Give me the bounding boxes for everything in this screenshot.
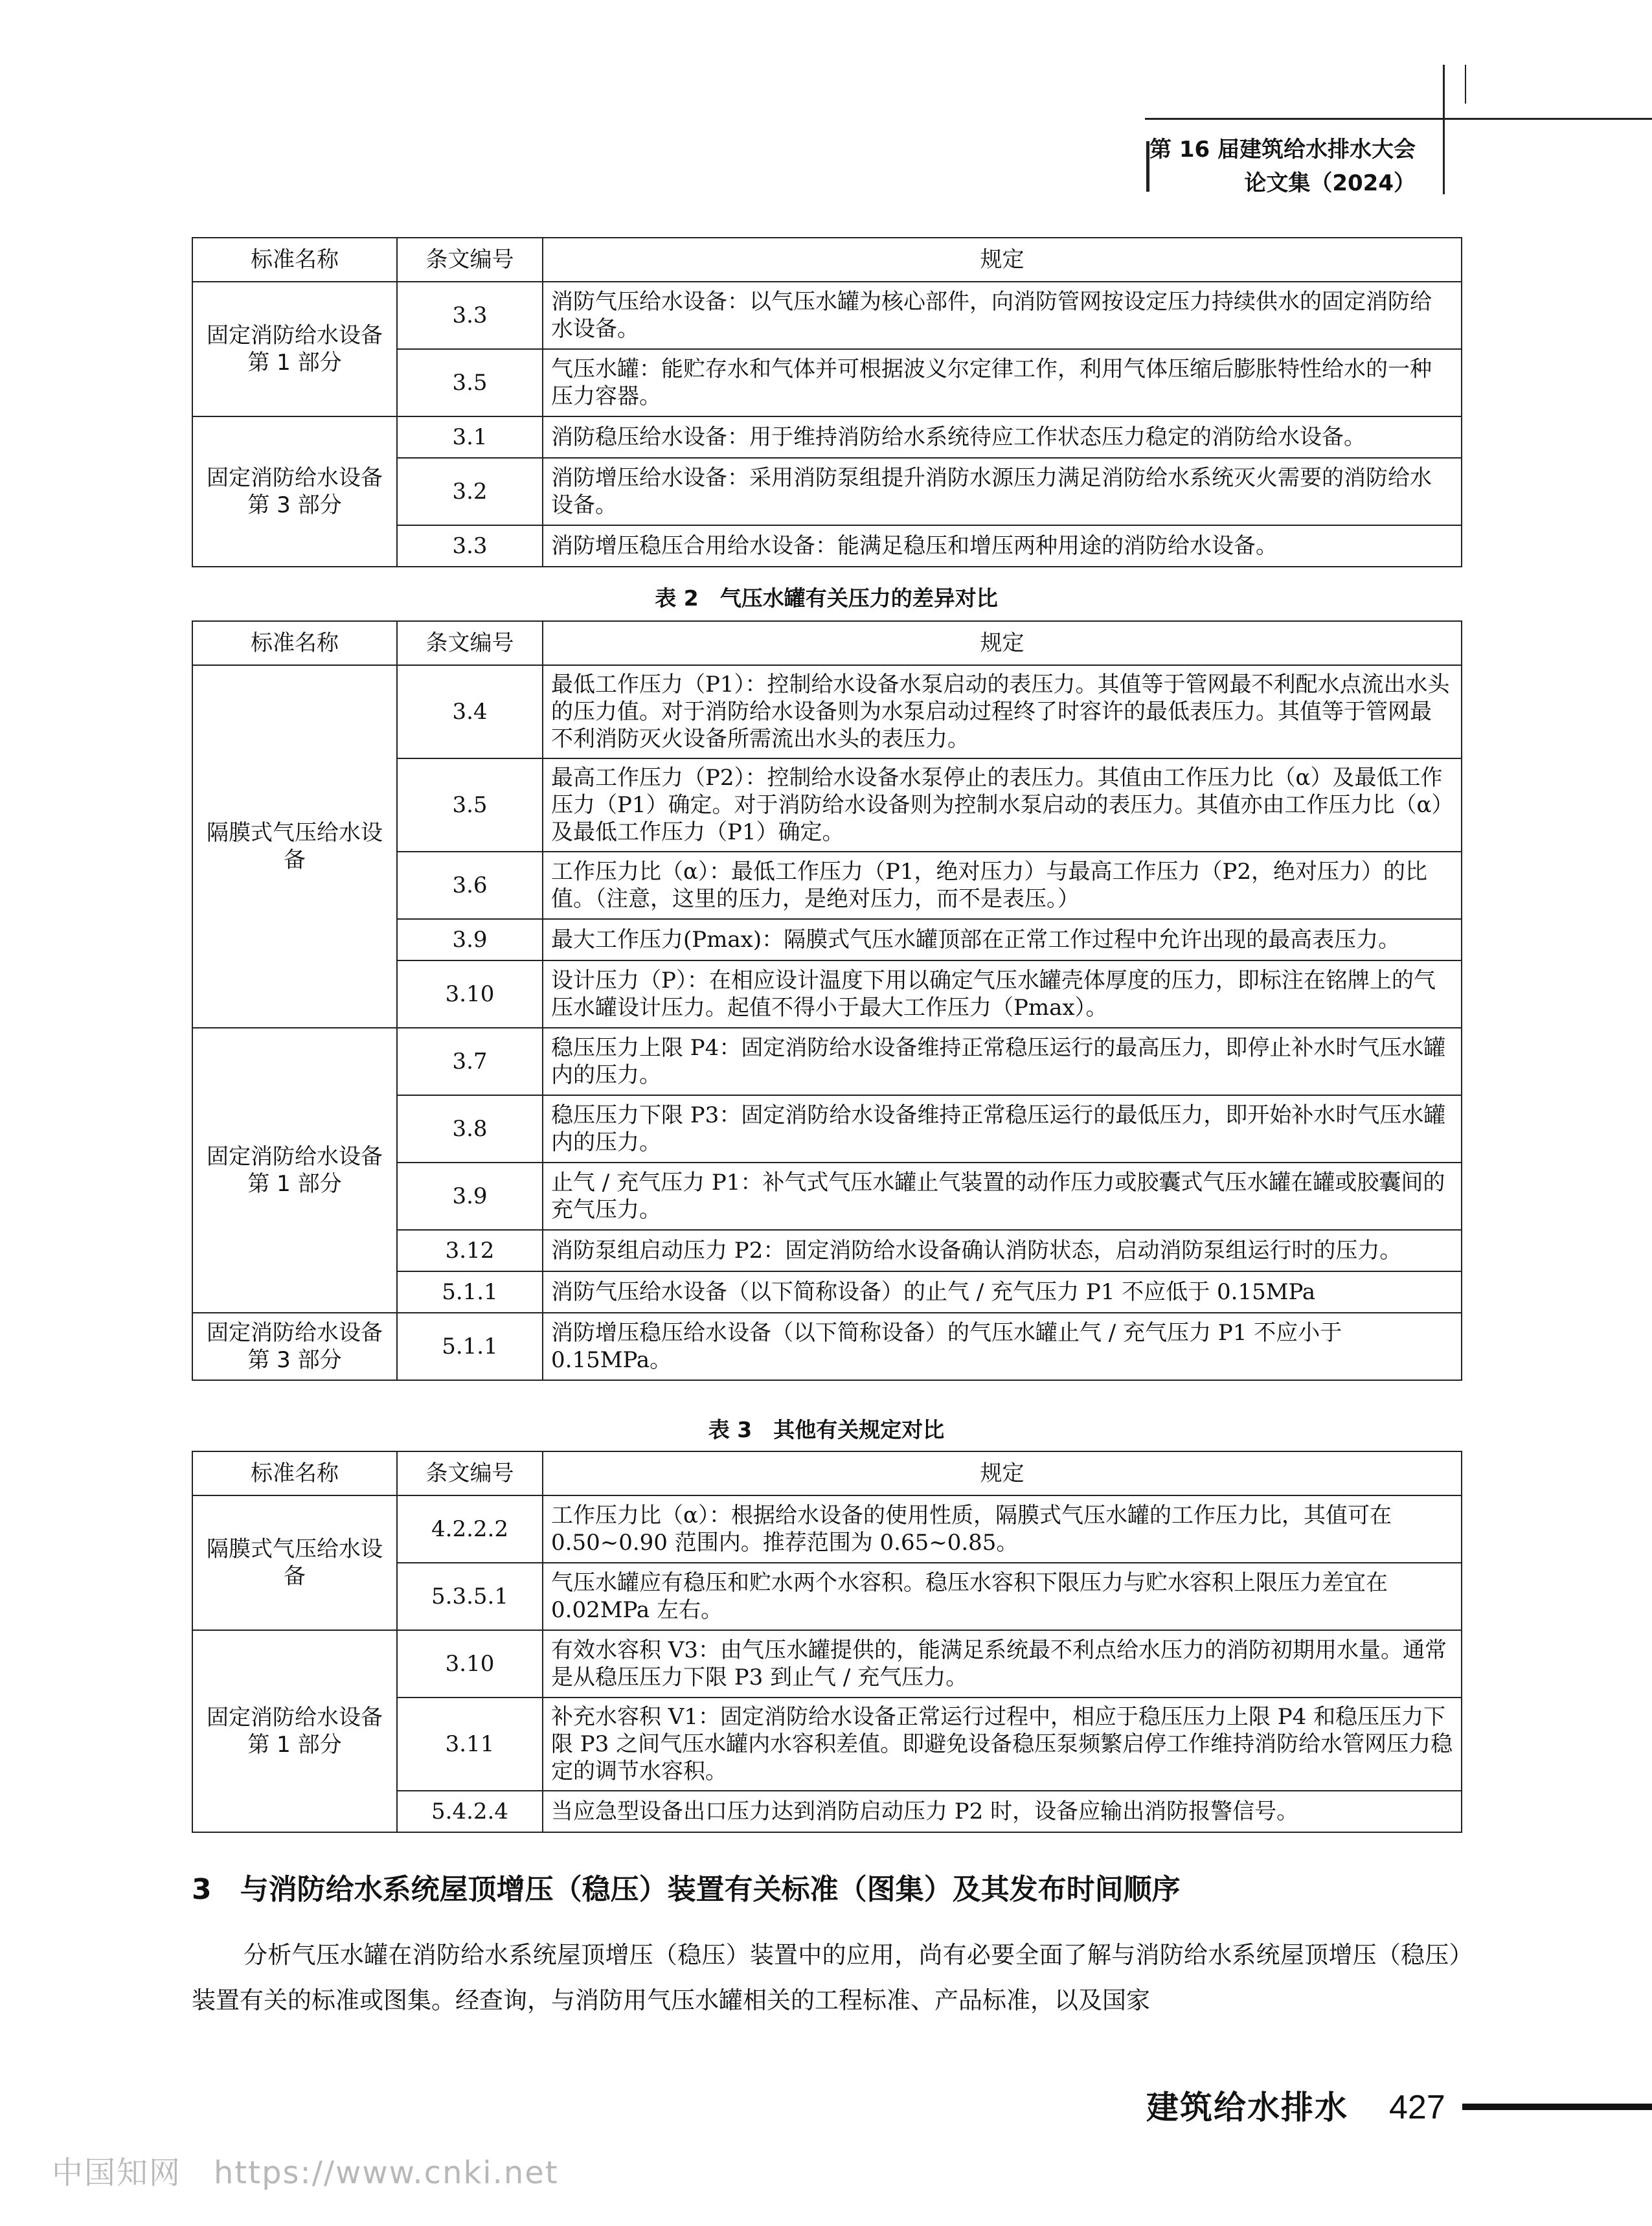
- col-header-rule: 规定: [543, 238, 1462, 282]
- table-3: [192, 1451, 1462, 1833]
- proceedings-title: 论文集（2024）: [1244, 170, 1416, 196]
- clause-cell: 5.3.5.1: [397, 1563, 543, 1630]
- rule-cell: 工作压力比（α）：根据给水设备的使用性质，隔膜式气压水罐的工作压力比，其值可在 0.50~0.90 范围内。推荐范围为 0.65~0.85。: [543, 1495, 1462, 1563]
- table-3-caption: 表 3 其他有关规定对比: [708, 1417, 945, 1442]
- cnki-watermark: 中国知网 https://www.cnki.net: [52, 2155, 559, 2191]
- standard-name-cell: 隔膜式气压给水设备: [192, 665, 397, 1028]
- clause-cell: 3.11: [397, 1698, 543, 1791]
- header-vertical-rule: [1443, 65, 1445, 194]
- rule-cell: 消防泵组启动压力 P2：固定消防给水设备确认消防状态，启动消防泵组运行时的压力。: [543, 1230, 1462, 1271]
- clause-cell: 5.1.1: [397, 1313, 543, 1380]
- table-header-row: [192, 1451, 1462, 1495]
- rule-cell: 补充水容积 V1：固定消防给水设备正常运行过程中，相应于稳压压力上限 P4 和稳压压力下限 P3 之间气压水罐内水容积差值。即避免设备稳压泵频繁启停工作维持消防给水管网压力稳定的调节水容积。: [543, 1698, 1462, 1791]
- rule-cell: 工作压力比（α）：最低工作压力（P1，绝对压力）与最高工作压力（P2，绝对压力）的比值。（注意，这里的压力，是绝对压力，而不是表压。）: [543, 852, 1462, 919]
- clause-cell: 3.12: [397, 1230, 543, 1271]
- rule-cell: 消防气压给水设备（以下简称设备）的止气 / 充气压力 P1 不应低于 0.15MPa: [543, 1271, 1462, 1313]
- clause-cell: 3.2: [397, 458, 543, 525]
- table-row: [192, 416, 1462, 458]
- table-header-row: [192, 621, 1462, 665]
- rule-cell: 气压水罐应有稳压和贮水两个水容积。稳压水容积下限压力与贮水容积上限压力差宜在 0.02MPa 左右。: [543, 1563, 1462, 1630]
- header-vertical-rule-thin: [1465, 65, 1466, 104]
- clause-cell: 3.5: [397, 349, 543, 416]
- section-heading: 3 与消防给水系统屋顶增压（稳压）装置有关标准（图集）及其发布时间顺序: [192, 1873, 1181, 1906]
- rule-cell: 稳压压力下限 P3：固定消防给水设备维持正常稳压运行的最低压力，即开始补水时气压水罐内的压力。: [543, 1095, 1462, 1163]
- table-header-row: [192, 238, 1462, 282]
- clause-cell: 5.1.1: [397, 1271, 543, 1313]
- rule-cell: 消防增压给水设备：采用消防泵组提升消防水源压力满足消防给水系统灭火需要的消防给水设备。: [543, 458, 1462, 525]
- standard-name-cell: 固定消防给水设备 第 3 部分: [192, 416, 397, 567]
- clause-cell: 3.10: [397, 960, 543, 1028]
- rule-cell: 稳压压力上限 P4：固定消防给水设备维持正常稳压运行的最高压力，即停止补水时气压水罐内的压力。: [543, 1028, 1462, 1095]
- clause-cell: 3.9: [397, 1163, 543, 1230]
- table-row: [192, 1630, 1462, 1698]
- col-header-clause: 条文编号: [397, 621, 543, 665]
- rule-cell: 设计压力（P）：在相应设计温度下用以确定气压水罐壳体厚度的压力，即标注在铭牌上的气压水罐设计压力。起值不得小于最大工作压力（Pmax）。: [543, 960, 1462, 1028]
- standard-name-cell: 隔膜式气压给水设备: [192, 1495, 397, 1630]
- rule-cell: 消防增压稳压合用给水设备：能满足稳压和增压两种用途的消防给水设备。: [543, 525, 1462, 567]
- col-header-rule: 规定: [543, 621, 1462, 665]
- table-row: [192, 665, 1462, 758]
- clause-cell: 3.3: [397, 525, 543, 567]
- standard-name-cell: 固定消防给水设备 第 1 部分: [192, 282, 397, 416]
- footer-rule: [1462, 2104, 1652, 2110]
- rule-cell: 最高工作压力（P2）：控制给水设备水泵停止的表压力。其值由工作压力比（α）及最低工作压力（P1）确定。对于消防给水设备则为控制水泵启动的表压力。其值亦由工作压力比（α）及最低工作压力（P1）确定。: [543, 758, 1462, 852]
- rule-cell: 消防稳压给水设备：用于维持消防给水系统待应工作状态压力稳定的消防给水设备。: [543, 416, 1462, 458]
- clause-cell: 3.9: [397, 919, 543, 960]
- clause-cell: 3.5: [397, 758, 543, 852]
- col-header-rule: 规定: [543, 1451, 1462, 1495]
- clause-cell: 3.3: [397, 282, 543, 349]
- clause-cell: 3.6: [397, 852, 543, 919]
- body-paragraph: 分析气压水罐在消防给水系统屋顶增压（稳压）装置中的应用，尚有必要全面了解与消防给水系统屋顶增压（稳压）装置有关的标准或图集。经查询，与消防用气压水罐相关的工程标准、产品标准，以及国家: [192, 1941, 1461, 2014]
- col-header-standard: 标准名称: [192, 1451, 397, 1495]
- col-header-clause: 条文编号: [397, 238, 543, 282]
- table-row: [192, 1495, 1462, 1563]
- standard-name-cell: 固定消防给水设备 第 1 部分: [192, 1630, 397, 1832]
- col-header-standard: 标准名称: [192, 238, 397, 282]
- clause-cell: 3.4: [397, 665, 543, 758]
- table-2-caption: 表 2 气压水罐有关压力的差异对比: [655, 585, 998, 611]
- table-row: [192, 282, 1462, 349]
- rule-cell: 气压水罐：能贮存水和气体并可根据波义尔定律工作，利用气体压缩后膨胀特性给水的一种压力容器。: [543, 349, 1462, 416]
- table-row: [192, 1028, 1462, 1095]
- journal-brand: 建筑给水排水: [1146, 2089, 1348, 2126]
- col-header-standard: 标准名称: [192, 621, 397, 665]
- col-header-clause: 条文编号: [397, 1451, 543, 1495]
- table-row: [192, 1313, 1462, 1380]
- standard-name-cell: 固定消防给水设备 第 1 部分: [192, 1028, 397, 1313]
- rule-cell: 最低工作压力（P1）：控制给水设备水泵启动的表压力。其值等于管网最不利配水点流出水头的压力值。对于消防给水设备则为水泵启动过程终了时容许的最低表压力。其值等于管网最不利消防灭火设备所需流出水头的表压力。: [543, 665, 1462, 758]
- clause-cell: 3.7: [397, 1028, 543, 1095]
- rule-cell: 消防气压给水设备：以气压水罐为核心部件，向消防管网按设定压力持续供水的固定消防给水设备。: [543, 282, 1462, 349]
- rule-cell: 最大工作压力(Pmax)：隔膜式气压水罐顶部在正常工作过程中允许出现的最高表压力。: [543, 919, 1462, 960]
- clause-cell: 4.2.2.2: [397, 1495, 543, 1563]
- table-2: [192, 620, 1462, 1381]
- rule-cell: 当应急型设备出口压力达到消防启动压力 P2 时，设备应输出消防报警信号。: [543, 1791, 1462, 1832]
- table-1: [192, 237, 1462, 567]
- clause-cell: 3.1: [397, 416, 543, 458]
- clause-cell: 5.4.2.4: [397, 1791, 543, 1832]
- rule-cell: 止气 / 充气压力 P1：补气式气压水罐止气装置的动作压力或胶囊式气压水罐在罐或胶囊间的充气压力。: [543, 1163, 1462, 1230]
- page-number: 427: [1389, 2089, 1445, 2126]
- rule-cell: 消防增压稳压给水设备（以下简称设备）的气压水罐止气 / 充气压力 P1 不应小于 0.15MPa。: [543, 1313, 1462, 1380]
- conference-title: 第 16 届建筑给水排水大会: [1149, 137, 1416, 163]
- header-horizontal-rule: [1145, 118, 1652, 120]
- clause-cell: 3.8: [397, 1095, 543, 1163]
- rule-cell: 有效水容积 V3：由气压水罐提供的，能满足系统最不利点给水压力的消防初期用水量。通常是从稳压压力下限 P3 到止气 / 充气压力。: [543, 1630, 1462, 1698]
- clause-cell: 3.10: [397, 1630, 543, 1698]
- standard-name-cell: 固定消防给水设备 第 3 部分: [192, 1313, 397, 1380]
